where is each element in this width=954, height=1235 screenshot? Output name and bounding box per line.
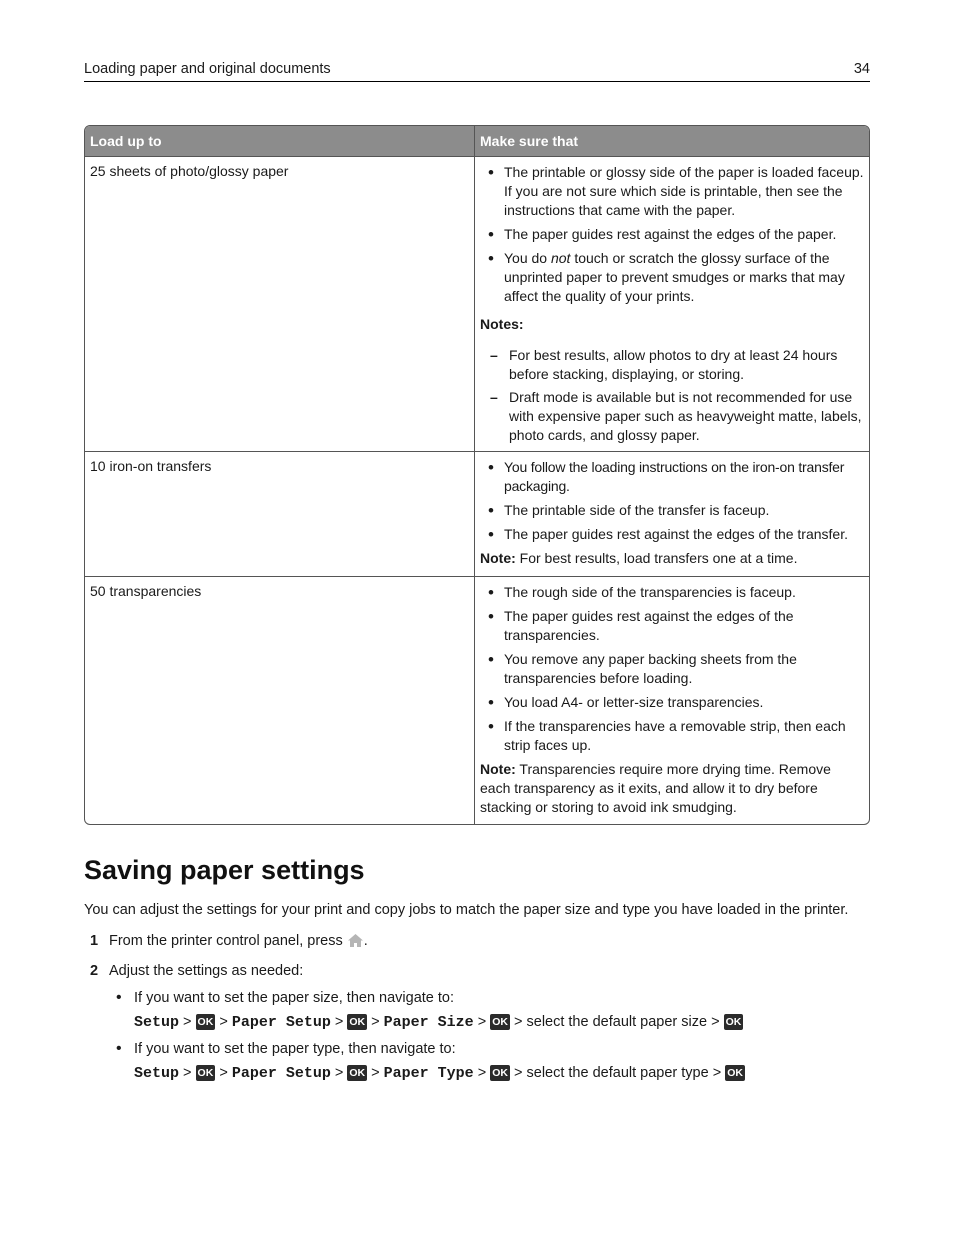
separator: > [514, 1065, 523, 1081]
sub-bullet-size [116, 989, 454, 1007]
requirements-cell [475, 157, 869, 451]
table-row [85, 576, 869, 824]
list-item: • You follow the loading instructions on the iron-on transfer packaging. [480, 458, 864, 496]
separator: > [219, 1065, 228, 1081]
step-number: 1 [90, 933, 99, 949]
separator: > [371, 1014, 380, 1030]
path-end-text: select the default paper type [526, 1065, 709, 1081]
header-title: Loading paper and original documents [84, 61, 331, 77]
ok-button-icon: OK [492, 1067, 508, 1079]
note-label: Note: [480, 550, 516, 566]
ok-button-icon: OK [349, 1067, 366, 1079]
text-span: Transparencies require more drying time. Remove each transparency as it exits, and allow it to dry before stacking or storing to avoid ink smudging. [480, 761, 831, 815]
step-2 [90, 963, 303, 979]
col-header-make-sure: Make sure that [480, 133, 579, 149]
separator: > [183, 1014, 192, 1030]
load-cell: 50 transparencies [85, 577, 475, 824]
load-cell: 25 sheets of photo/glossy paper [85, 157, 475, 451]
bullet-list [480, 583, 864, 755]
section-heading: Saving paper settings [84, 855, 365, 885]
step-number: 2 [90, 963, 99, 979]
note-item: – For best results, allow photos to dry at least 24 hours before stacking, displaying, or storing. [480, 346, 864, 384]
table-row [85, 451, 869, 576]
separator: > [477, 1014, 487, 1030]
menu-path-size [134, 1014, 743, 1031]
path-end-text: select the default paper size [526, 1014, 708, 1030]
separator: > [371, 1065, 380, 1081]
menu-setup: Setup [134, 1065, 180, 1082]
col-header-load: Load up to [85, 126, 475, 156]
ok-button-icon: OK [727, 1067, 743, 1079]
ok-button-icon: OK [197, 1067, 214, 1079]
notes-heading: Notes: [480, 316, 524, 332]
note-text [480, 760, 864, 817]
menu-paper-setup: Paper Setup [231, 1014, 331, 1031]
separator: > [334, 1014, 344, 1030]
separator: > [711, 1014, 720, 1030]
step-text: Adjust the settings as needed: [109, 963, 304, 979]
requirements-cell [475, 577, 869, 824]
step-end: . [363, 933, 368, 949]
note-item: – Draft mode is available but is not recommended for use with expensive paper such as heavyweight matte, labels, photo cards, and glossy paper. [480, 388, 864, 445]
sub-text: If you want to set the paper size, then navigate to: [134, 990, 455, 1006]
text-span: For best results, load transfers one at a time. [515, 550, 798, 566]
ok-button-icon: OK [492, 1016, 508, 1028]
separator: > [712, 1065, 722, 1081]
paper-capacity-table [84, 125, 870, 825]
text-span: You do [504, 250, 551, 266]
list-item: • The paper guides rest against the edges of the transfer. [480, 525, 864, 544]
menu-paper-size: Paper Size [383, 1014, 474, 1031]
intro-paragraph: You can adjust the settings for your print and copy jobs to match the paper size and type you have loaded in the printer. [84, 902, 849, 918]
sub-text: If you want to set the paper type, then navigate to: [134, 1041, 456, 1057]
load-cell: 10 iron-on transfers [85, 452, 475, 576]
bullet-glyph: • [116, 989, 122, 1006]
text-span: touch or scratch the glossy surface of the unprinted paper to prevent smudges or marks that may affect the quality of your prints. [504, 250, 845, 304]
list-item: • The printable or glossy side of the paper is loaded faceup. If you are not sure which side is printable, then see the instructions that came with the paper. [480, 163, 864, 220]
table-row [85, 156, 869, 451]
home-icon [347, 933, 364, 948]
separator: > [219, 1014, 228, 1030]
bullet-list [480, 163, 864, 306]
notes-list [480, 346, 864, 445]
note-label: Note: [480, 761, 516, 777]
separator: > [334, 1065, 344, 1081]
requirements-cell [475, 452, 869, 576]
list-item: • You load A4- or letter-size transparencies. [480, 693, 864, 712]
bullet-list [480, 458, 864, 544]
list-item: • The paper guides rest against the edges of the transparencies. [480, 607, 864, 645]
separator: > [183, 1065, 192, 1081]
ok-button-icon: OK [725, 1016, 742, 1028]
list-item: • If the transparencies have a removable strip, then each strip faces up. [480, 717, 864, 755]
list-item: • You remove any paper backing sheets from the transparencies before loading. [480, 650, 864, 688]
separator: > [514, 1014, 523, 1030]
list-item [480, 249, 864, 306]
menu-paper-setup: Paper Setup [231, 1065, 331, 1082]
list-item: • The paper guides rest against the edges of the paper. [480, 225, 864, 244]
bullet-glyph: • [116, 1040, 122, 1057]
table-header-row [85, 126, 869, 156]
ok-button-icon: OK [197, 1016, 214, 1028]
emphasis-text: not [550, 250, 571, 266]
separator: > [477, 1065, 487, 1081]
page-number: 34 [853, 61, 870, 77]
page-header [84, 60, 870, 82]
list-item: • The printable side of the transfer is faceup. [480, 501, 864, 520]
menu-setup: Setup [134, 1014, 180, 1031]
menu-paper-type: Paper Type [383, 1065, 474, 1082]
step-text: From the printer control panel, press [109, 933, 343, 949]
list-item: • The rough side of the transparencies is faceup. [480, 583, 864, 602]
menu-path-type [134, 1065, 745, 1082]
step-1 [90, 933, 368, 949]
ok-button-icon: OK [349, 1016, 366, 1028]
note-text [480, 549, 864, 568]
sub-bullet-type [116, 1040, 456, 1058]
